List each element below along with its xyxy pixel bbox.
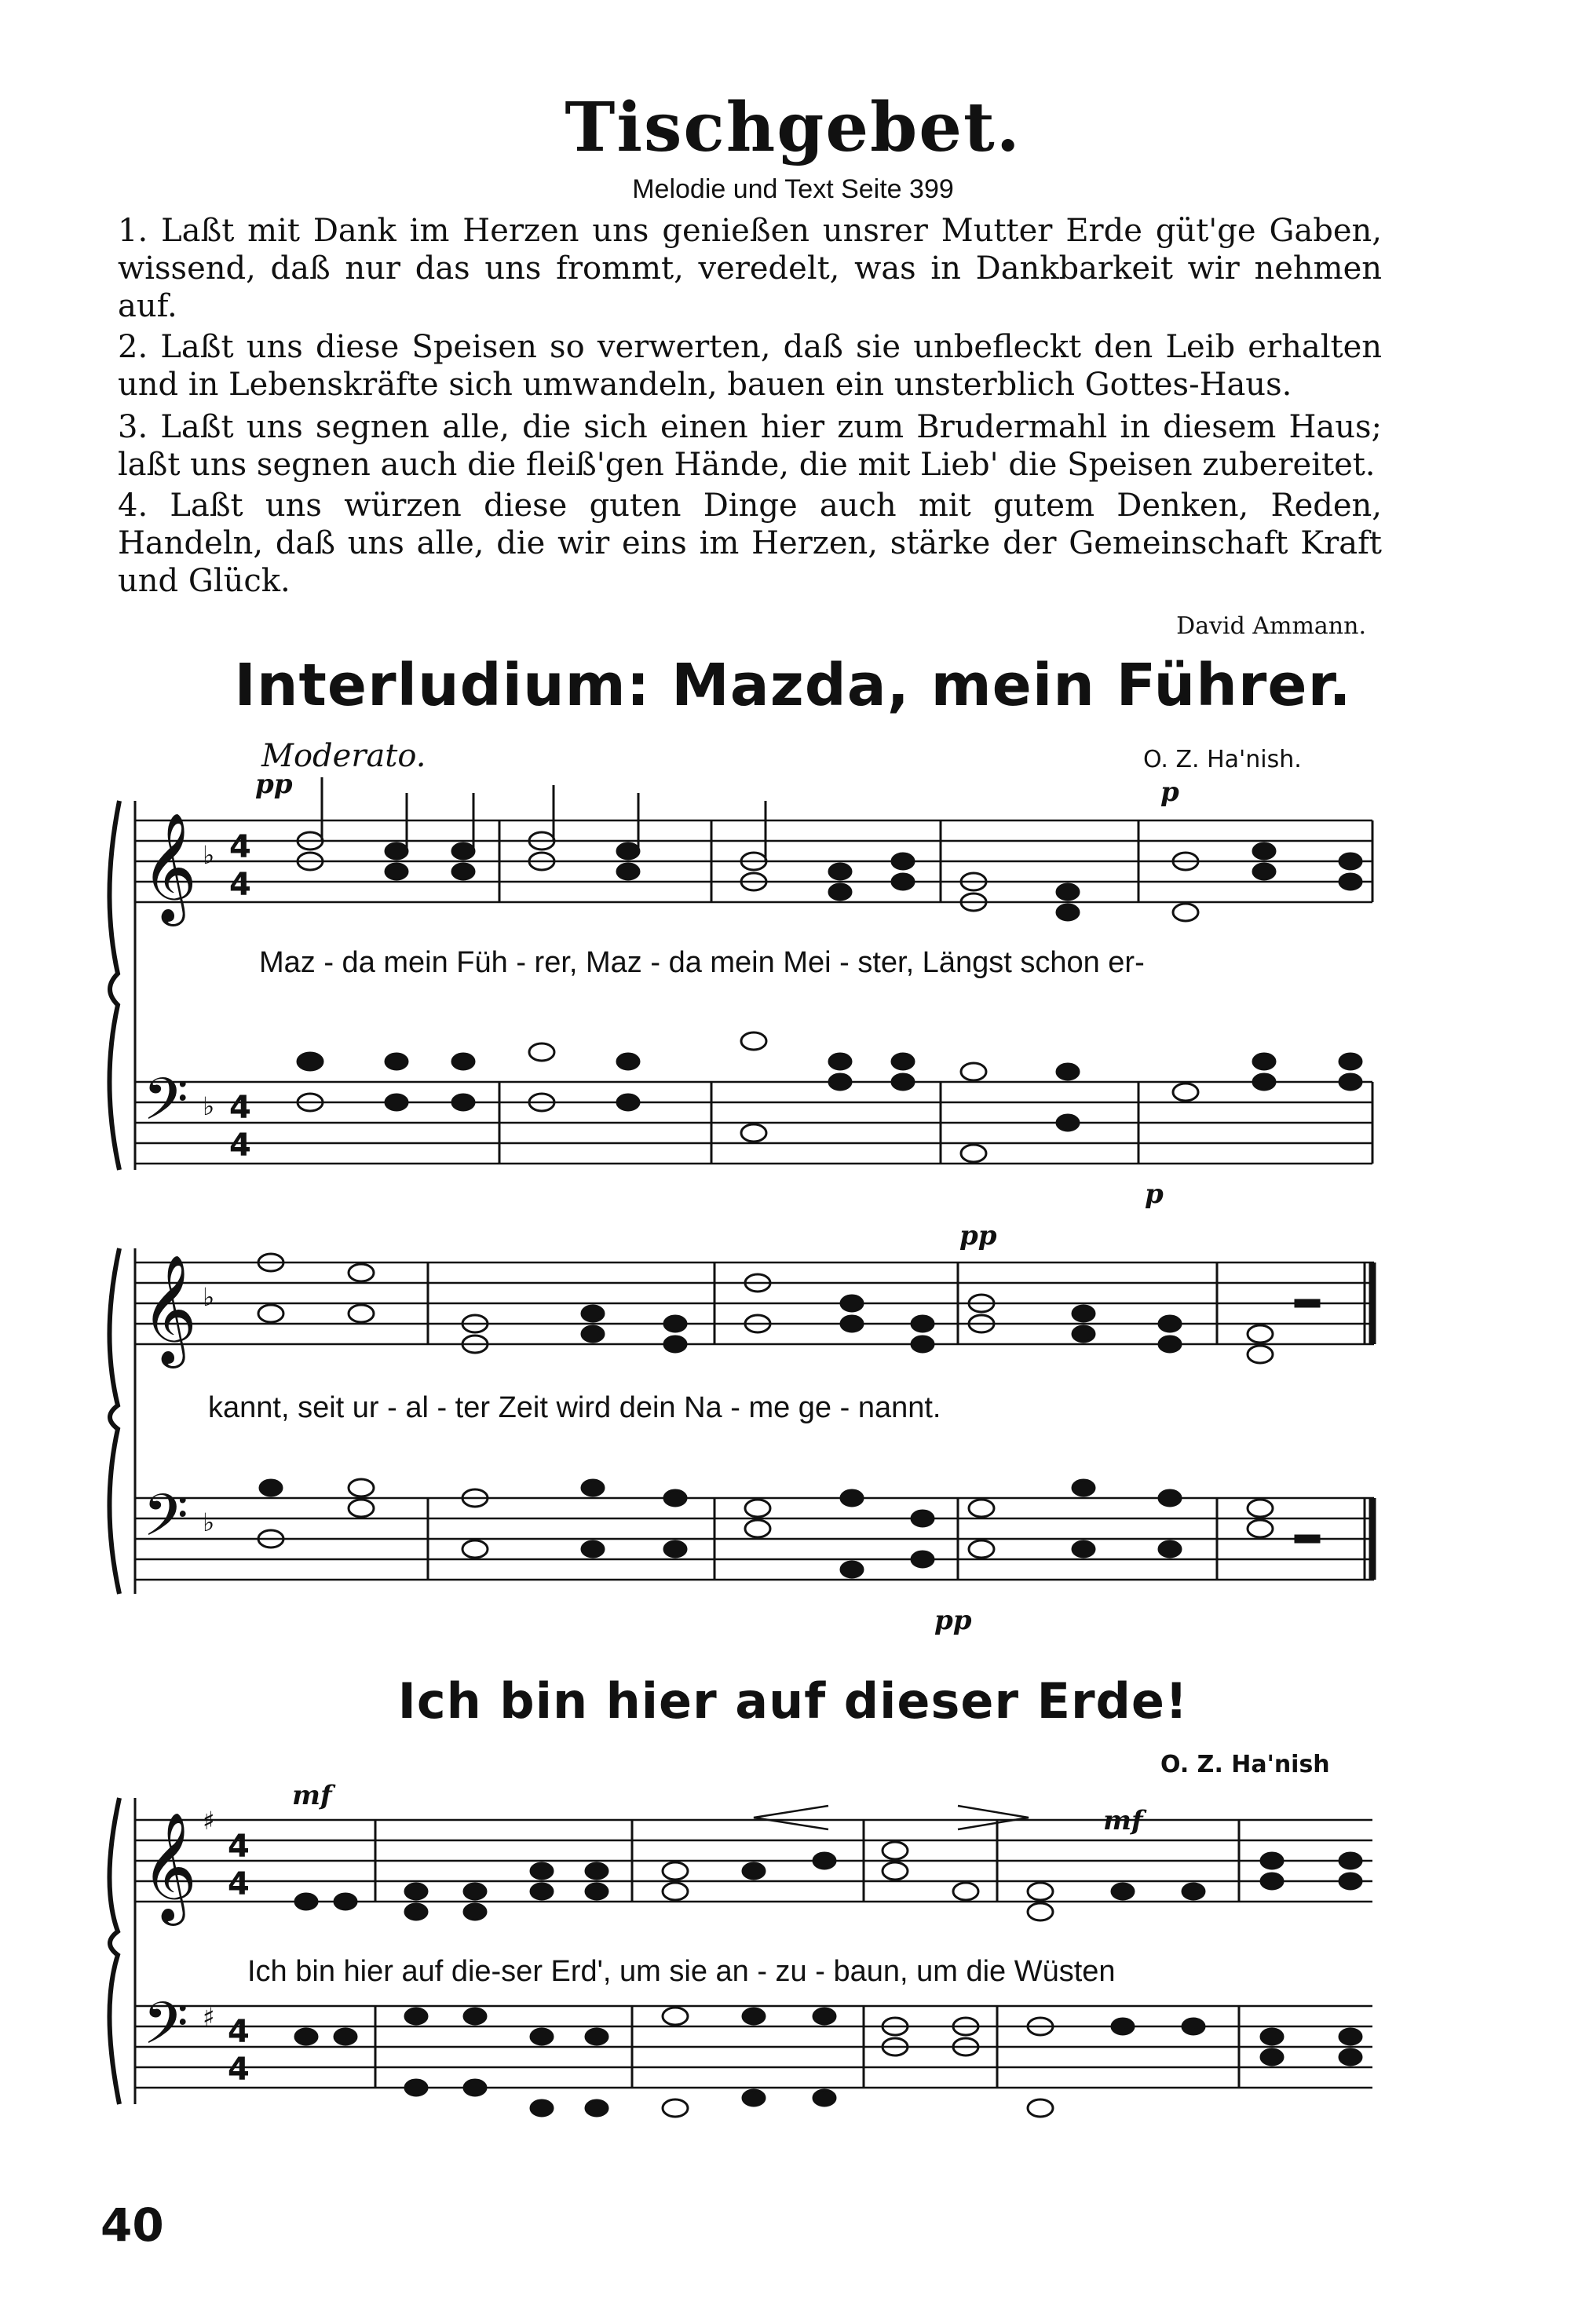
time-signature: 4 [228, 1866, 250, 1902]
dynamic-marking: p [1160, 776, 1179, 808]
system-2-braces [109, 1248, 135, 1594]
verse-author: David Ammann. [1176, 612, 1366, 640]
tempo-marking: Moderato. [261, 738, 426, 774]
time-signature: 4 [229, 829, 251, 865]
treble-clef-icon: 𝄞 [141, 813, 197, 922]
dynamic-marking: pp [934, 1605, 972, 1636]
treble-clef-icon: 𝄞 [141, 1812, 197, 1921]
hairpins [754, 1806, 1029, 1829]
time-signature: 4 [228, 2014, 250, 2050]
system-2-bass-staff [135, 1498, 1374, 1580]
time-signature: 4 [228, 2052, 250, 2088]
treble-clef-icon: 𝄞 [141, 1255, 197, 1364]
bass-clef-icon: 𝄢 [143, 1990, 188, 2072]
song-composer: O. Z. Ha'nish [1160, 1751, 1330, 1778]
system-3-braces [109, 1798, 135, 2104]
time-signature: 4 [229, 1090, 251, 1126]
dynamic-marking: pp [959, 1220, 997, 1252]
sharp-icon: ♯ [203, 1806, 215, 1836]
flat-icon: ♭ [203, 840, 215, 870]
dynamic-marking: p [1145, 1178, 1164, 1210]
verse-2: 2. Laßt uns diese Speisen so verwerten, daß sie unbefleckt den Leib erhalten und in Lebenskräfte sich umwandeln, bauen ein unsterblich Gottes-Haus. [118, 329, 1382, 403]
interludium-composer: O. Z. Ha'nish. [1143, 746, 1302, 773]
verse-1: 1. Laßt mit Dank im Herzen uns genießen unsrer Mutter Erde güt'ge Gaben, wissend, daß nur das uns frommt, veredelt, was in Dankbarkeit wir nehmen auf. [118, 213, 1382, 324]
flat-icon: ♭ [203, 1091, 215, 1121]
time-signature: 4 [229, 867, 251, 903]
flat-icon: ♭ [203, 1282, 215, 1312]
dynamic-marking: pp [255, 769, 293, 800]
interludium-title: Interludium: Mazda, mein Führer. [234, 652, 1352, 719]
lyrics-line-3: Ich bin hier auf die-ser Erd', um sie an - zu - baun, um die Wüsten [247, 1955, 1116, 1988]
time-signature: 4 [229, 1127, 251, 1164]
sharp-icon: ♯ [203, 2002, 215, 2032]
time-signature: 4 [228, 1829, 250, 1865]
lyrics-line-2: kannt, seit ur - al - ter Zeit wird dein Na - me ge - nannt. [208, 1391, 941, 1424]
system-1-bass-staff [135, 1082, 1372, 1164]
verse-4: 4. Laßt uns würzen diese guten Dinge auch mit gutem Denken, Reden, Handeln, daß uns alle, die wir eins im Herzen, stärke der Gemeinschaft Kraft und Glück. [118, 488, 1382, 599]
system-1-braces [109, 801, 135, 1170]
song-title: Ich bin hier auf dieser Erde! [397, 1672, 1189, 1730]
subtitle: Melodie und Text Seite 399 [632, 174, 954, 204]
page-title: Tischgebet. [565, 88, 1021, 167]
verse-3: 3. Laßt uns segnen alle, die sich einen hier zum Brudermahl in diesem Haus; laßt uns segnen auch die fleiß'gen Hände, die mit Lieb' die Speisen zubereitet. [118, 409, 1382, 483]
bass-clef-icon: 𝄢 [143, 1065, 188, 1148]
dynamic-marking: mf [1103, 1805, 1143, 1836]
bass-clef-icon: 𝄢 [143, 1482, 188, 1564]
flat-icon: ♭ [203, 1507, 215, 1537]
dynamic-marking: mf [292, 1780, 332, 1811]
page-number: 40 [100, 2198, 164, 2252]
lyrics-line-1: Maz - da mein Füh - rer, Maz - da mein Mei - ster, Längst schon er- [259, 946, 1145, 979]
